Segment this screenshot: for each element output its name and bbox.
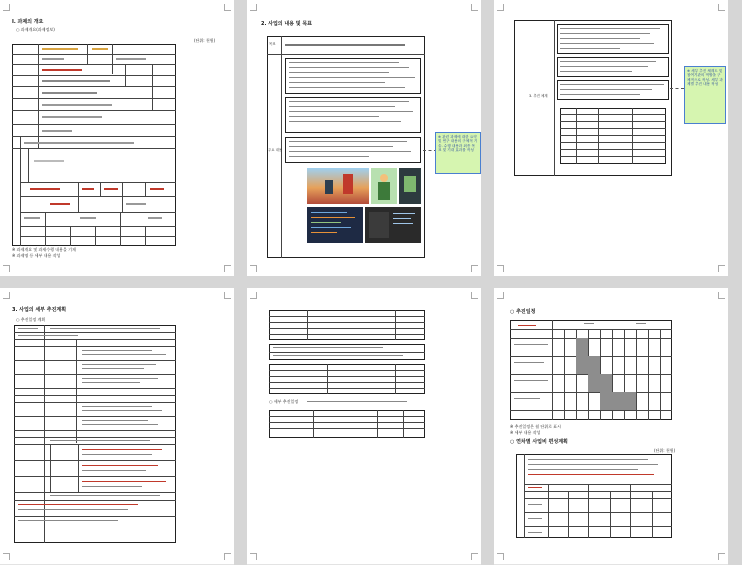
crop-mark bbox=[471, 292, 478, 299]
schedule-table bbox=[269, 364, 425, 394]
crop-mark bbox=[250, 4, 257, 11]
section-subheading: ○ 추진일정 계획 bbox=[16, 317, 46, 322]
section-heading: ○ 연차별 사업비 편성계획 bbox=[510, 439, 568, 445]
unit-note: (단위: 천원) bbox=[654, 448, 676, 453]
gantt-bar bbox=[576, 356, 600, 374]
crop-mark bbox=[718, 4, 725, 11]
crop-mark bbox=[718, 265, 725, 272]
crop-mark bbox=[250, 265, 257, 272]
comment-text: ※ 관련 과제에 대한 요약 및 연구 내용의 구체적 기술. 수행 내용과 최종 목표 및 기대 효과를 작성 bbox=[438, 135, 478, 152]
screenshot-image bbox=[399, 168, 421, 204]
crop-mark bbox=[497, 292, 504, 299]
page-heading: ○ 추진일정 bbox=[510, 309, 536, 315]
row-label: 3. 추진 체계 bbox=[529, 94, 548, 98]
character-image bbox=[371, 168, 397, 204]
illustration-image bbox=[307, 168, 369, 204]
crop-mark bbox=[471, 4, 478, 11]
content-box bbox=[285, 58, 421, 94]
gantt-column-divider bbox=[636, 329, 637, 420]
crop-mark bbox=[497, 553, 504, 560]
comment-note[interactable] bbox=[684, 66, 726, 124]
schedule-table bbox=[269, 410, 425, 438]
crop-mark bbox=[497, 4, 504, 11]
crop-mark bbox=[224, 265, 231, 272]
gantt-bar bbox=[600, 392, 636, 410]
gantt-bar bbox=[588, 374, 612, 392]
page-4[interactable] bbox=[0, 288, 234, 564]
page-heading: 3. 사업의 세부 추진계획 bbox=[12, 307, 67, 313]
page-6[interactable] bbox=[494, 288, 728, 564]
crop-mark bbox=[471, 553, 478, 560]
crop-mark bbox=[718, 553, 725, 560]
page-heading: 2. 사업의 내용 및 목표 bbox=[261, 21, 312, 27]
crop-mark bbox=[224, 292, 231, 299]
gantt-bar bbox=[576, 338, 588, 356]
crop-mark bbox=[224, 553, 231, 560]
gantt-column-divider bbox=[660, 329, 661, 420]
comment-note[interactable] bbox=[435, 132, 481, 174]
crop-mark bbox=[3, 265, 10, 272]
content-box bbox=[285, 97, 421, 133]
gantt-column-divider bbox=[564, 329, 565, 420]
gantt-column-divider bbox=[648, 329, 649, 420]
crop-mark bbox=[718, 292, 725, 299]
row-label-content: 주요 내용 bbox=[268, 148, 283, 152]
footnote: ※ 과제개요 및 과제수행 내용을 기재 bbox=[12, 247, 76, 252]
page-2[interactable] bbox=[247, 0, 481, 276]
section-subheading: ○ 과제개요(과제정보) bbox=[16, 27, 55, 32]
unit-note: (단위: 천원) bbox=[194, 38, 216, 43]
page-3[interactable] bbox=[494, 0, 728, 276]
crop-mark bbox=[3, 553, 10, 560]
page-row-gap bbox=[0, 276, 742, 288]
note-connector bbox=[670, 88, 684, 89]
crop-mark bbox=[3, 4, 10, 11]
code-screenshot bbox=[307, 207, 363, 243]
crop-mark bbox=[224, 4, 231, 11]
legend-note: ※ 추진일정은 월 단위로 표시 bbox=[510, 424, 561, 429]
crop-mark bbox=[250, 553, 257, 560]
crop-mark bbox=[3, 292, 10, 299]
comment-text: ※ 세부 추진 체계도 및 참여기관의 역할을 구체적으로 작성. 세부 과제별 추진 내용 작성 bbox=[687, 69, 723, 86]
page-5[interactable] bbox=[247, 288, 481, 564]
section-caption: ○ 세부 추진일정 bbox=[269, 399, 299, 404]
row-label-goal: 목표 bbox=[269, 42, 276, 46]
crop-mark bbox=[471, 265, 478, 272]
editor-screenshot bbox=[365, 207, 421, 243]
legend-note: ※ 세부 내용 작성 bbox=[510, 430, 541, 435]
schedule-table bbox=[269, 310, 425, 340]
page-heading: Ⅰ. 과제의 개요 bbox=[12, 19, 44, 25]
page-1[interactable] bbox=[0, 0, 234, 276]
crop-mark bbox=[497, 265, 504, 272]
crop-mark bbox=[250, 292, 257, 299]
footnote: ※ 과제명 등 세부 내용 작성 bbox=[12, 253, 61, 258]
